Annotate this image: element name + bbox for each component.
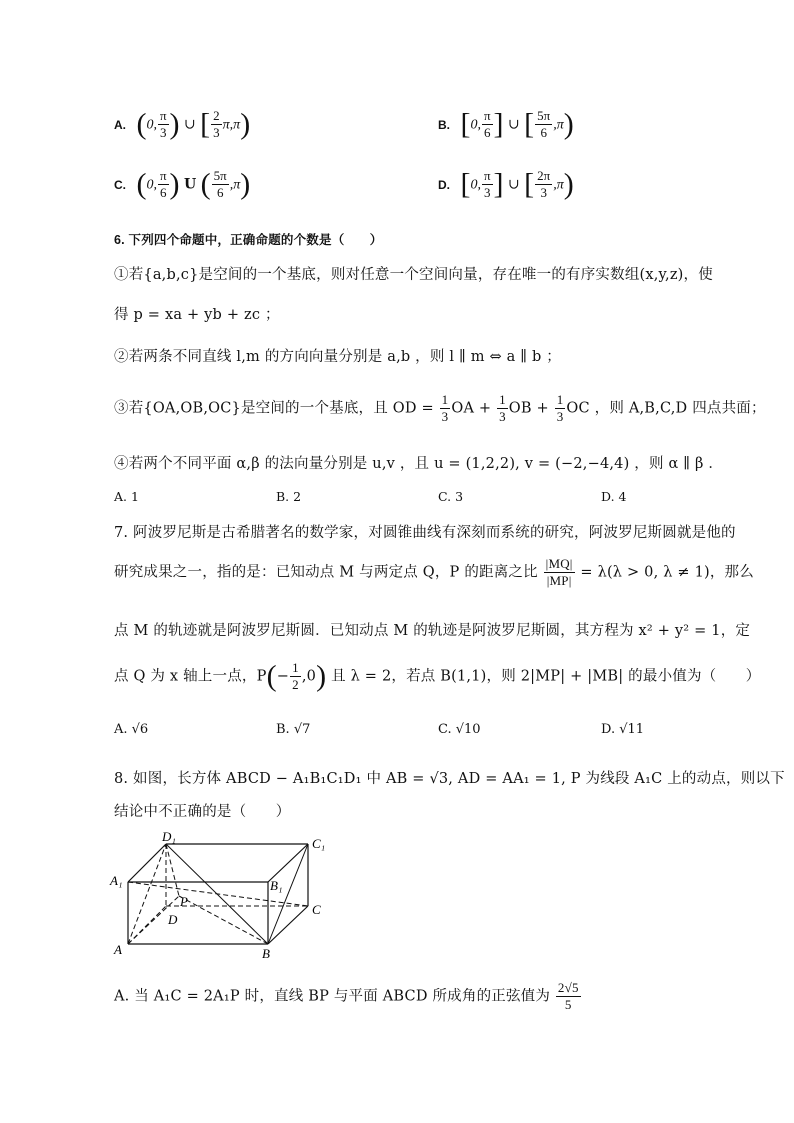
q7-option-b: B. √7: [276, 722, 311, 737]
label-B1: B₁: [270, 878, 283, 893]
q7-line-1: 7. 阿波罗尼斯是古希腊著名的数学家，对圆锥曲线有深刻而系统的研究，阿波罗尼斯圆就是他的: [114, 525, 736, 541]
q6-statement-3: ③若{OA,OB,OC}是空间的一个基底，且 OD = $\frac{1}{3}$ OA + $\frac{1}{3}$ OB + $\frac{1}{3}$ OC ，则 A,B,C,D 四点共面；: [114, 392, 766, 424]
q8-option-a: A. 当 A₁C = 2A₁P 时，直线 BP 与平面 ABCD 所成角的正弦值为 $\frac{2√5}{5}$: [114, 980, 579, 1012]
label-B: B: [262, 946, 270, 961]
q6-statement-1-line2: 得 p = xa + yb + zc ；: [114, 307, 280, 323]
label-A1: A₁: [110, 873, 123, 888]
label-C: C: [312, 902, 321, 917]
q6-option-c: C. 3: [438, 489, 464, 504]
option-c: C. (0, $\frac{\pi}{6}$ ) U ( $\frac{5\pi}{6}$ ,π): [114, 167, 251, 201]
question-6-title: 6. 下列四个命题中，正确命题的个数是（ ）: [114, 233, 383, 247]
q6-option-b: B. 2: [276, 489, 302, 504]
q6-statement-1-line1: ①若{a,b,c}是空间的一个基底，则对任意一个空间向量，存在唯一的有序实数组(x,y,z)，使: [114, 267, 713, 283]
q8-line-2: 结论中不正确的是（ ）: [114, 804, 291, 820]
q8-line-1: 8. 如图，长方体 ABCD − A₁B₁C₁D₁ 中 AB = √3, AD = AA₁ = 1, P 为线段 A₁C 上的动点，则以下: [114, 771, 785, 787]
q6-statement-4: ④若两个不同平面 α,β 的法向量分别是 u,v ，且 u = (1,2,2), v = (−2,−4,4) ，则 α ∥ β ．: [114, 456, 724, 472]
q6-option-a: A. 1: [114, 489, 139, 504]
label-D1: D₁: [162, 829, 176, 844]
q6-statement-2: ②若两条不同直线 l,m 的方向向量分别是 a,b ，则 l ∥ m ⇔ a ∥ b ；: [114, 349, 561, 365]
label-D: D: [168, 912, 178, 927]
label-P: P: [180, 894, 188, 909]
q7-line-3: 点 M 的轨迹就是阿波罗尼斯圆．已知动点 M 的轨迹是阿波罗尼斯圆，其方程为 x² + y² = 1，定: [114, 623, 751, 639]
q7-line-4: 点 Q 为 x 轴上一点，P(− $\frac{1}{2}$ ,0) 且 λ = 2，若点 B(1,1)，则 2|MP| + |MB| 的最小值为（ ）: [114, 659, 761, 693]
label-C1: C₁: [312, 836, 326, 851]
label-A: A: [114, 942, 122, 957]
q7-option-c: C. √10: [438, 722, 481, 737]
cuboid-figure: [104, 828, 340, 964]
q6-option-d: D. 4: [601, 489, 627, 504]
option-d: D. [0, $\frac{\pi}{3}$ ] ∪ [ $\frac{2\pi}{3}$ ,π): [438, 167, 574, 201]
q7-line-2: 研究成果之一，指的是：已知动点 M 与两定点 Q，P 的距离之比 $\frac{|MQ|}{|MP|}$ = λ(λ > 0, λ ≠ 1)，那么: [114, 556, 754, 588]
q7-option-d: D. √11: [601, 722, 645, 737]
option-b: B. [0, $\frac{\pi}{6}$ ] ∪ [ $\frac{5\pi}{6}$ ,π): [438, 107, 574, 141]
q7-option-a: A. √6: [114, 722, 149, 737]
option-a: A. (0, $\frac{\pi}{3}$ ) ∪ [ $\frac{2}{3}$ π,π): [114, 107, 251, 141]
